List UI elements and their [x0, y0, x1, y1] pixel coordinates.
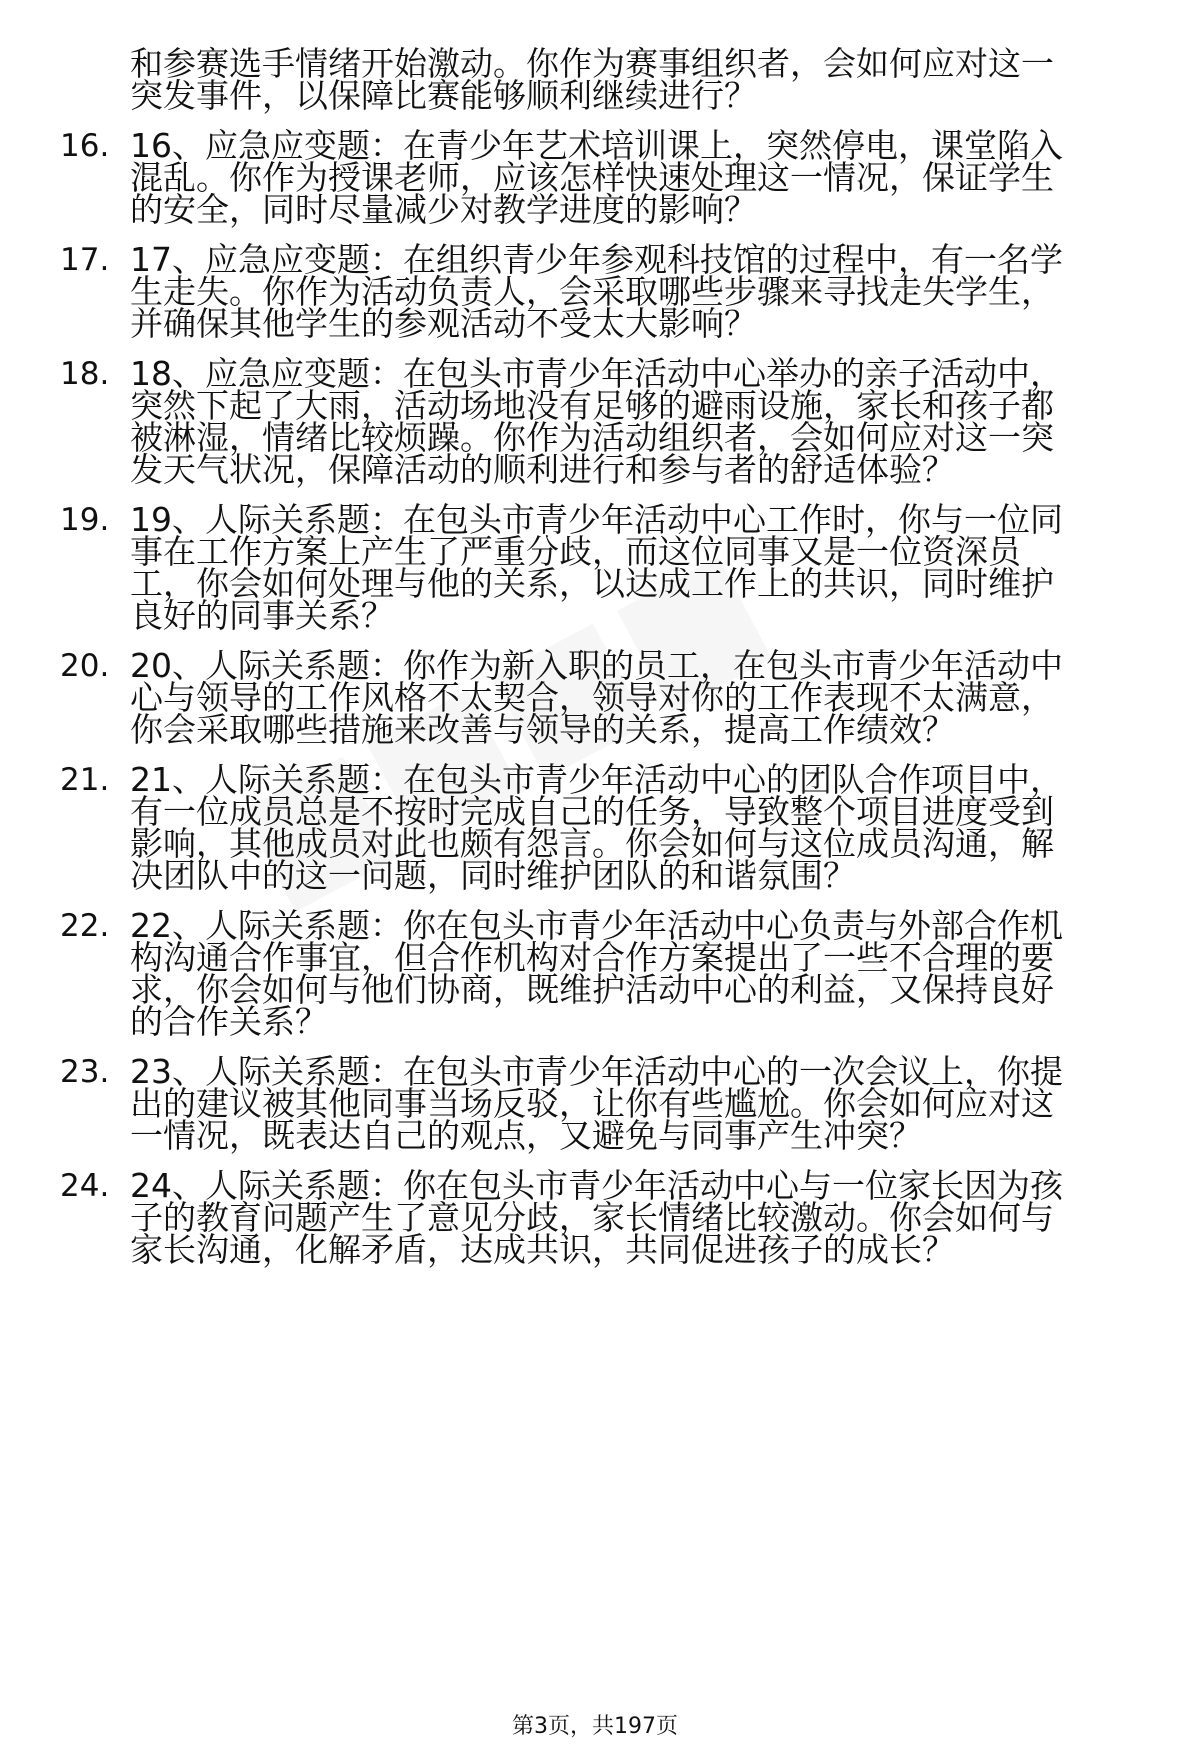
item-number: 18.	[60, 356, 110, 392]
text-line: 你会采取哪些措施来改善与领导的关系，提高工作绩效？	[130, 710, 955, 749]
text-line: 的安全，同时尽量减少对教学进度的影响？	[130, 190, 757, 229]
item-number: 23.	[60, 1054, 110, 1090]
text-line: 混乱。你作为授课老师，应该怎样快速处理这一情况，保证学生	[130, 158, 1054, 197]
text-line: 23、人际关系题：在包头市青少年活动中心的一次会议上，你提	[130, 1052, 1063, 1091]
text-line: 家长沟通，化解矛盾，达成共识，共同促进孩子的成长？	[130, 1230, 955, 1269]
text-line: 20、人际关系题：你作为新入职的员工，在包头市青少年活动中	[130, 646, 1063, 685]
text-line: 24、人际关系题：你在包头市青少年活动中心与一位家长因为孩	[130, 1166, 1063, 1205]
text-line: 的合作关系？	[130, 1002, 328, 1041]
text-line: 出的建议被其他同事当场反驳，让你有些尴尬。你会如何应对这	[130, 1084, 1054, 1123]
item-number: 24.	[60, 1168, 110, 1204]
text-line: 有一位成员总是不按时完成自己的任务，导致整个项目进度受到	[130, 792, 1054, 831]
item-number: 21.	[60, 762, 110, 798]
text-line: 18、应急应变题：在包头市青少年活动中心举办的亲子活动中，	[130, 354, 1063, 393]
text-line: 19、人际关系题：在包头市青少年活动中心工作时，你与一位同	[130, 500, 1063, 539]
text-line: 决团队中的这一问题，同时维护团队的和谐氛围？	[130, 856, 856, 895]
page-footer: 第3页，共197页	[512, 1714, 678, 1739]
text-line: 突然下起了大雨，活动场地没有足够的避雨设施，家长和孩子都	[130, 386, 1054, 425]
text-line: 21、人际关系题：在包头市青少年活动中心的团队合作项目中，	[130, 760, 1063, 799]
text-line: 心与领导的工作风格不太契合，领导对你的工作表现不太满意，	[130, 678, 1054, 717]
item-number: 17.	[60, 242, 110, 278]
text-line: 影响，其他成员对此也颇有怨言。你会如何与这位成员沟通，解	[130, 824, 1054, 863]
text-line: 一情况，既表达自己的观点，又避免与同事产生冲突？	[130, 1116, 922, 1155]
text-line: 工，你会如何处理与他的关系，以达成工作上的共识，同时维护	[130, 564, 1054, 603]
item-number: 19.	[60, 502, 110, 538]
item-number: 16.	[60, 128, 110, 164]
text-line: 发天气状况，保障活动的顺利进行和参与者的舒适体验？	[130, 450, 955, 489]
text-line: 良好的同事关系？	[130, 596, 394, 635]
text-line: 事在工作方案上产生了严重分歧，而这位同事又是一位资深员	[130, 532, 1021, 571]
text-line: 22、人际关系题：你在包头市青少年活动中心负责与外部合作机	[130, 906, 1063, 945]
text-line: 求，你会如何与他们协商，既维护活动中心的利益，又保持良好	[130, 970, 1054, 1009]
text-line: 突发事件，以保障比赛能够顺利继续进行？	[130, 76, 757, 115]
text-line: 并确保其他学生的参观活动不受太大影响？	[130, 304, 757, 343]
text-line: 16、应急应变题：在青少年艺术培训课上，突然停电，课堂陷入	[130, 126, 1063, 165]
text-line: 17、应急应变题：在组织青少年参观科技馆的过程中，有一名学	[130, 240, 1063, 279]
text-line: 和参赛选手情绪开始激动。你作为赛事组织者，会如何应对这一	[130, 44, 1054, 83]
text-line: 生走失。你作为活动负责人，会采取哪些步骤来寻找走失学生，	[130, 272, 1054, 311]
text-line: 子的教育问题产生了意见分歧，家长情绪比较激动。你会如何与	[130, 1198, 1054, 1237]
item-number: 20.	[60, 648, 110, 684]
text-line: 构沟通合作事宜，但合作机构对合作方案提出了一些不合理的要	[130, 938, 1054, 977]
item-number: 22.	[60, 908, 110, 944]
text-line: 被淋湿，情绪比较烦躁。你作为活动组织者，会如何应对这一突	[130, 418, 1054, 457]
